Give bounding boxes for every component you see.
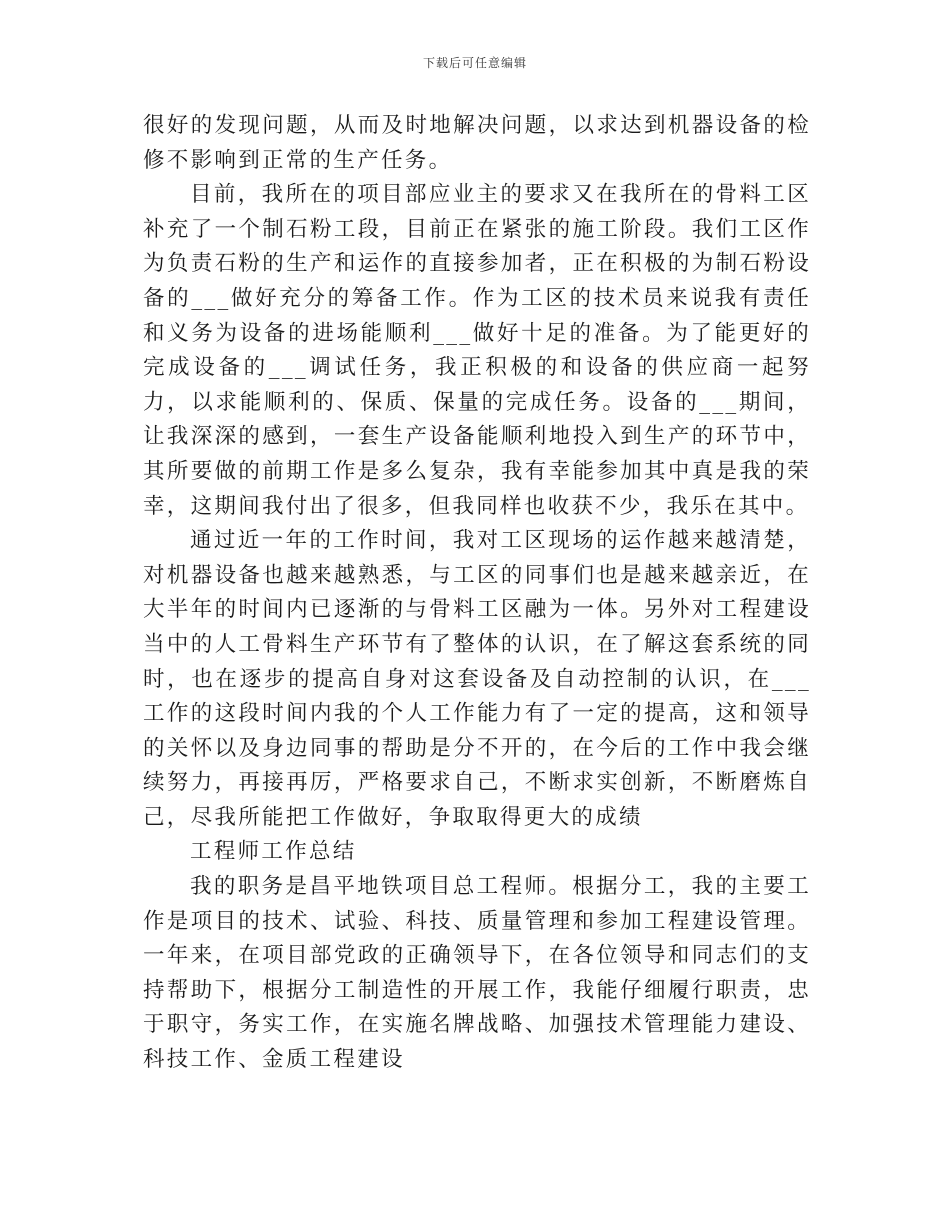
paragraph-continuation: 很好的发现问题，从而及时地解决问题，以求达到机器设备的检修不影响到正常的生产任务。 <box>143 113 811 173</box>
document-body <box>143 109 811 1078</box>
paragraph-year-review: 通过近一年的工作时间，我对工区现场的运作越来越清楚，对机器设备也越来越熟悉，与工区的同事们也是越来越亲近，在大半年的时间内已逐渐的与骨料工区融为一体。另外对工程建设当中的人工骨料生产环节有了整体的认识，在了解这套系统的同时，也在逐步的提高自身对这套设备及自动控制的认识，在___工作的这段时间内我的个人工作能力有了一定的提高，这和领导的关怀以及身边同事的帮助是分不开的，在今后的工作中我会继续努力，再接再厉，严格要求自己，不断求实创新，不断磨炼自己，尽我所能把工作做好，争取取得更大的成绩 <box>143 528 811 830</box>
page-header: 下载后可任意编辑 <box>422 56 527 70</box>
paragraph-role-summary: 我的职务是昌平地铁项目总工程师。根据分工，我的主要工作是项目的技术、试验、科技、质量管理和参加工程建设管理。一年来，在项目部党政的正确领导下，在各位领导和同志们的支持帮助下，根据分工制造性的开展工作，我能仔细履行职责，忠于职守，务实工作，在实施名牌战略、加强技术管理能力建设、科技工作、金质工程建设 <box>143 874 811 1073</box>
paragraph-project-status: 目前，我所在的项目部应业主的要求又在我所在的骨料工区补充了一个制石粉工段，目前正在紧张的施工阶段。我们工区作为负责石粉的生产和运作的直接参加者，正在积极的为制石粉设备的___做好充分的筹备工作。作为工区的技术员来说我有责任和义务为设备的进场能顺利___做好十足的准备。为了能更好的完成设备的___调试任务，我正积极的和设备的供应商一起努力，以求能顺利的、保质、保量的完成任务。设备的___期间，让我深深的感到，一套生产设备能顺利地投入到生产的环节中，其所要做的前期工作是多么复杂，我有幸能参加其中真是我的荣幸，这期间我付出了很多，但我同样也收获不少，我乐在其中。 <box>143 182 811 519</box>
section-title: 工程师工作总结 <box>190 839 357 865</box>
